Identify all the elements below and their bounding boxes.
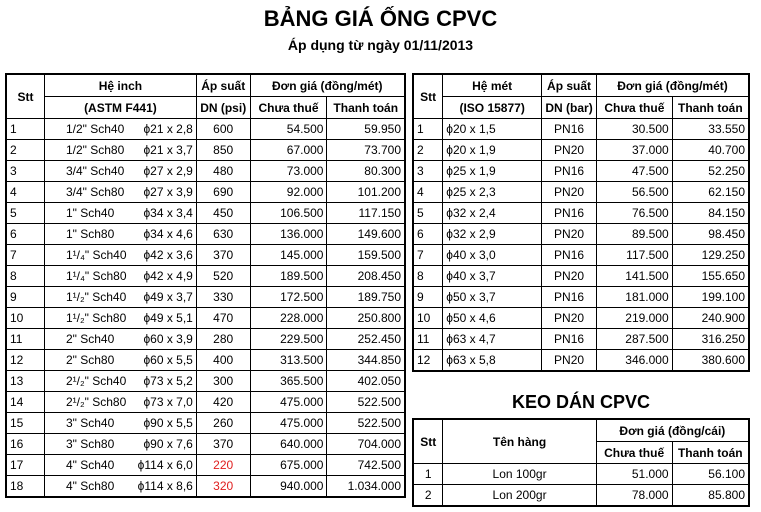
row-stt: 2 <box>413 485 443 507</box>
row-stt: 9 <box>6 287 44 308</box>
row-price-total: 704.000 <box>327 434 405 455</box>
header-astm: (ASTM F441) <box>44 97 196 119</box>
row-stt: 16 <box>6 434 44 455</box>
row-price-total: 189.750 <box>327 287 405 308</box>
row-stt: 18 <box>6 476 44 498</box>
row-pressure: PN20 <box>542 350 597 372</box>
row-price-total: 199.100 <box>672 287 749 308</box>
row-price-total: 252.450 <box>327 329 405 350</box>
row-stt: 12 <box>413 350 443 372</box>
row-stt: 7 <box>413 245 443 266</box>
row-price-total: 101.200 <box>327 182 405 203</box>
row-stt: 13 <box>6 371 44 392</box>
row-price-before-tax: 37.000 <box>597 140 673 161</box>
row-pressure: 520 <box>196 266 250 287</box>
row-price-before-tax: 172.500 <box>250 287 327 308</box>
row-stt: 4 <box>6 182 44 203</box>
row-size-cell <box>44 434 196 455</box>
table-row <box>413 140 749 161</box>
row-price-before-tax: 640.000 <box>250 434 327 455</box>
table-row <box>413 203 749 224</box>
row-price-total: 80.300 <box>327 161 405 182</box>
row-price-total: 73.700 <box>327 140 405 161</box>
row-pressure: PN16 <box>542 245 597 266</box>
row-size-cell <box>44 476 196 498</box>
table-row <box>6 308 405 329</box>
row-price-before-tax: 219.000 <box>597 308 673 329</box>
row-stt: 12 <box>6 350 44 371</box>
row-nominal-size: 2" Sch80 <box>65 353 115 367</box>
row-dimension: ϕ40 x 3,0 <box>443 245 542 266</box>
table-row <box>413 287 749 308</box>
row-price-before-tax: 89.500 <box>597 224 673 245</box>
table-row <box>413 245 749 266</box>
row-pressure: 480 <box>196 161 250 182</box>
row-pressure: 280 <box>196 329 250 350</box>
row-size-cell <box>44 224 196 245</box>
table-row <box>413 266 749 287</box>
row-size-cell <box>44 392 196 413</box>
row-dimension: ϕ60 x 3,9 <box>143 332 193 346</box>
row-size-cell <box>44 119 196 140</box>
row-size-cell <box>44 266 196 287</box>
row-dimension: ϕ40 x 3,7 <box>443 266 542 287</box>
row-stt: 15 <box>6 413 44 434</box>
metric-price-table <box>412 73 750 372</box>
row-price-total: 402.050 <box>327 371 405 392</box>
row-stt: 5 <box>413 203 443 224</box>
row-stt: 14 <box>6 392 44 413</box>
header-thanh-toan: Thanh toán <box>672 97 749 119</box>
row-stt: 2 <box>413 140 443 161</box>
glue-section-title: KEO DÁN CPVC <box>511 392 650 412</box>
row-price-total: 85.800 <box>672 485 749 507</box>
row-pressure: PN16 <box>542 119 597 140</box>
row-pressure: 470 <box>196 308 250 329</box>
row-stt: 10 <box>6 308 44 329</box>
row-price-total: 159.500 <box>327 245 405 266</box>
row-size-cell <box>44 308 196 329</box>
row-dimension: ϕ50 x 3,7 <box>443 287 542 308</box>
row-price-total: 208.450 <box>327 266 405 287</box>
table-row <box>413 182 749 203</box>
row-nominal-size: 1/2" Sch80 <box>65 143 125 157</box>
row-nominal-size: 2¹/₂" Sch80 <box>65 395 127 409</box>
row-price-total: 52.250 <box>672 161 749 182</box>
row-stt: 3 <box>6 161 44 182</box>
row-pressure: 320 <box>196 476 250 498</box>
header-stt: Stt <box>413 74 443 119</box>
row-product-name: Lon 200gr <box>443 485 596 507</box>
row-stt: 8 <box>413 266 443 287</box>
row-dimension: ϕ21 x 2,8 <box>143 122 193 136</box>
row-dimension: ϕ21 x 3,7 <box>143 143 193 157</box>
header-iso: (ISO 15877) <box>443 97 542 119</box>
row-size-cell <box>44 455 196 476</box>
table-row <box>6 413 405 434</box>
table-row <box>413 464 749 485</box>
row-pressure: 370 <box>196 245 250 266</box>
row-price-before-tax: 141.500 <box>597 266 673 287</box>
row-price-total: 522.500 <box>327 413 405 434</box>
table-row <box>6 182 405 203</box>
row-stt: 2 <box>6 140 44 161</box>
row-dimension: ϕ60 x 5,5 <box>143 353 193 367</box>
row-price-before-tax: 365.500 <box>250 371 327 392</box>
row-price-total: 129.250 <box>672 245 749 266</box>
row-size-cell <box>44 371 196 392</box>
row-nominal-size: 3/4" Sch80 <box>65 185 125 199</box>
row-dimension: ϕ34 x 3,4 <box>143 206 193 220</box>
row-price-total: 149.600 <box>327 224 405 245</box>
row-price-total: 98.450 <box>672 224 749 245</box>
row-dimension: ϕ32 x 2,9 <box>443 224 542 245</box>
row-price-before-tax: 940.000 <box>250 476 327 498</box>
header-chua-thue: Chưa thuế <box>596 442 672 464</box>
row-price-before-tax: 181.000 <box>597 287 673 308</box>
row-nominal-size: 3" Sch40 <box>65 416 115 430</box>
row-dimension: ϕ114 x 8,6 <box>137 479 193 493</box>
row-price-total: 117.150 <box>327 203 405 224</box>
row-nominal-size: 1" Sch80 <box>65 227 115 241</box>
row-stt: 11 <box>6 329 44 350</box>
header-thanh-toan: Thanh toán <box>327 97 405 119</box>
header-thanh-toan: Thanh toán <box>672 442 749 464</box>
table-row <box>6 119 405 140</box>
table-row <box>6 287 405 308</box>
row-size-cell <box>44 161 196 182</box>
row-stt: 10 <box>413 308 443 329</box>
row-dimension: ϕ20 x 1,5 <box>443 119 542 140</box>
row-nominal-size: 3" Sch80 <box>65 437 115 451</box>
row-nominal-size: 4" Sch40 <box>65 458 115 472</box>
row-pressure: PN20 <box>542 266 597 287</box>
row-nominal-size: 2¹/₂" Sch40 <box>65 374 127 388</box>
header-ten-hang: Tên hàng <box>443 419 596 464</box>
row-nominal-size: 3/4" Sch40 <box>65 164 125 178</box>
row-pressure: 300 <box>196 371 250 392</box>
glue-price-table <box>412 418 750 507</box>
header-ap-suat: Áp suất <box>196 74 250 97</box>
header-ap-suat: Áp suất <box>542 74 597 97</box>
header-stt: Stt <box>6 74 44 119</box>
row-size-cell <box>44 182 196 203</box>
row-stt: 4 <box>413 182 443 203</box>
header-don-gia: Đơn giá (đồng/mét) <box>597 74 749 97</box>
table-row <box>413 119 749 140</box>
row-price-before-tax: 67.000 <box>250 140 327 161</box>
row-price-before-tax: 30.500 <box>597 119 673 140</box>
row-pressure: 600 <box>196 119 250 140</box>
table-row <box>6 371 405 392</box>
row-nominal-size: 1¹/₂" Sch80 <box>65 311 127 325</box>
row-pressure: PN20 <box>542 140 597 161</box>
table-row <box>6 329 405 350</box>
row-pressure: 400 <box>196 350 250 371</box>
row-pressure: 260 <box>196 413 250 434</box>
row-price-before-tax: 73.000 <box>250 161 327 182</box>
row-pressure: 420 <box>196 392 250 413</box>
row-price-total: 84.150 <box>672 203 749 224</box>
row-price-before-tax: 78.000 <box>596 485 672 507</box>
row-price-before-tax: 51.000 <box>596 464 672 485</box>
table-row <box>6 161 405 182</box>
row-price-before-tax: 145.000 <box>250 245 327 266</box>
table-row <box>6 266 405 287</box>
row-price-before-tax: 313.500 <box>250 350 327 371</box>
row-stt: 11 <box>413 329 443 350</box>
row-dimension: ϕ49 x 5,1 <box>143 311 193 325</box>
row-stt: 6 <box>413 224 443 245</box>
header-dn-psi: DN (psi) <box>196 97 250 119</box>
row-pressure: 630 <box>196 224 250 245</box>
inch-price-table <box>5 73 406 498</box>
row-price-before-tax: 475.000 <box>250 392 327 413</box>
row-dimension: ϕ50 x 4,6 <box>443 308 542 329</box>
header-stt: Stt <box>413 419 443 464</box>
row-stt: 8 <box>6 266 44 287</box>
row-pressure: PN16 <box>542 161 597 182</box>
row-size-cell <box>44 245 196 266</box>
row-stt: 7 <box>6 245 44 266</box>
row-price-before-tax: 47.500 <box>597 161 673 182</box>
header-don-gia: Đơn giá (đồng/cái) <box>596 419 749 442</box>
table-row <box>6 203 405 224</box>
row-price-before-tax: 106.500 <box>250 203 327 224</box>
page-subtitle: Áp dụng từ ngày 01/11/2013 <box>287 37 474 53</box>
row-price-total: 56.100 <box>672 464 749 485</box>
row-price-total: 316.250 <box>672 329 749 350</box>
row-dimension: ϕ25 x 2,3 <box>443 182 542 203</box>
row-price-total: 62.150 <box>672 182 749 203</box>
row-price-before-tax: 136.000 <box>250 224 327 245</box>
table-row <box>6 434 405 455</box>
row-price-before-tax: 229.500 <box>250 329 327 350</box>
table-row <box>6 350 405 371</box>
row-price-before-tax: 228.000 <box>250 308 327 329</box>
header-chua-thue: Chưa thuế <box>597 97 673 119</box>
table-row <box>413 329 749 350</box>
row-price-before-tax: 675.000 <box>250 455 327 476</box>
row-price-total: 59.950 <box>327 119 405 140</box>
row-price-before-tax: 54.500 <box>250 119 327 140</box>
row-dimension: ϕ34 x 4,6 <box>143 227 193 241</box>
page-title: BẢNG GIÁ ỐNG CPVC <box>263 6 498 31</box>
header-chua-thue: Chưa thuế <box>250 97 327 119</box>
header-dn-bar: DN (bar) <box>542 97 597 119</box>
header-he-met: Hệ mét <box>443 74 542 97</box>
table-row <box>6 455 405 476</box>
table-row <box>413 485 749 507</box>
row-stt: 3 <box>413 161 443 182</box>
row-nominal-size: 1" Sch40 <box>65 206 115 220</box>
row-dimension: ϕ20 x 1,9 <box>443 140 542 161</box>
row-price-total: 344.850 <box>327 350 405 371</box>
table-row <box>6 245 405 266</box>
row-nominal-size: 1¹/₄" Sch40 <box>65 248 127 262</box>
row-price-total: 240.900 <box>672 308 749 329</box>
row-pressure: PN20 <box>542 224 597 245</box>
table-row <box>413 161 749 182</box>
row-pressure: 450 <box>196 203 250 224</box>
row-price-before-tax: 346.000 <box>597 350 673 372</box>
row-size-cell <box>44 140 196 161</box>
row-stt: 6 <box>6 224 44 245</box>
row-price-total: 380.600 <box>672 350 749 372</box>
row-dimension: ϕ73 x 7,0 <box>143 395 193 409</box>
row-dimension: ϕ27 x 2,9 <box>143 164 193 178</box>
row-pressure: PN20 <box>542 308 597 329</box>
row-price-total: 40.700 <box>672 140 749 161</box>
row-pressure: PN20 <box>542 182 597 203</box>
row-price-total: 155.650 <box>672 266 749 287</box>
table-row <box>6 392 405 413</box>
table-row <box>6 476 405 498</box>
row-stt: 1 <box>413 464 443 485</box>
row-dimension: ϕ49 x 3,7 <box>143 290 193 304</box>
row-stt: 5 <box>6 203 44 224</box>
row-size-cell <box>44 203 196 224</box>
row-nominal-size: 4" Sch80 <box>65 479 115 493</box>
row-price-total: 1.034.000 <box>327 476 405 498</box>
header-don-gia: Đơn giá (đồng/mét) <box>250 74 405 97</box>
row-dimension: ϕ73 x 5,2 <box>143 374 193 388</box>
row-pressure: PN16 <box>542 287 597 308</box>
row-dimension: ϕ63 x 4,7 <box>443 329 542 350</box>
row-price-before-tax: 475.000 <box>250 413 327 434</box>
row-price-before-tax: 76.500 <box>597 203 673 224</box>
row-pressure: 370 <box>196 434 250 455</box>
row-pressure: 690 <box>196 182 250 203</box>
row-product-name: Lon 100gr <box>443 464 596 485</box>
row-nominal-size: 2" Sch40 <box>65 332 115 346</box>
row-size-cell <box>44 413 196 434</box>
header-he-inch: Hệ inch <box>44 74 196 97</box>
row-price-total: 742.500 <box>327 455 405 476</box>
row-dimension: ϕ63 x 5,8 <box>443 350 542 372</box>
row-price-total: 250.800 <box>327 308 405 329</box>
row-stt: 9 <box>413 287 443 308</box>
row-pressure: 330 <box>196 287 250 308</box>
row-nominal-size: 1/2" Sch40 <box>65 122 125 136</box>
table-row <box>413 308 749 329</box>
row-price-before-tax: 56.500 <box>597 182 673 203</box>
row-price-before-tax: 287.500 <box>597 329 673 350</box>
table-row <box>413 350 749 372</box>
table-row <box>413 224 749 245</box>
row-size-cell <box>44 350 196 371</box>
row-dimension: ϕ90 x 7,6 <box>143 437 193 451</box>
row-pressure: PN16 <box>542 203 597 224</box>
row-price-total: 33.550 <box>672 119 749 140</box>
row-dimension: ϕ114 x 6,0 <box>137 458 193 472</box>
table-row <box>6 224 405 245</box>
row-size-cell <box>44 287 196 308</box>
row-dimension: ϕ27 x 3,9 <box>143 185 193 199</box>
row-dimension: ϕ32 x 2,4 <box>443 203 542 224</box>
row-pressure: 850 <box>196 140 250 161</box>
row-dimension: ϕ90 x 5,5 <box>143 416 193 430</box>
row-dimension: ϕ25 x 1,9 <box>443 161 542 182</box>
row-price-before-tax: 117.500 <box>597 245 673 266</box>
row-price-before-tax: 189.500 <box>250 266 327 287</box>
row-stt: 1 <box>6 119 44 140</box>
row-dimension: ϕ42 x 3,6 <box>143 248 193 262</box>
row-pressure: PN16 <box>542 329 597 350</box>
row-nominal-size: 1¹/₂" Sch40 <box>65 290 127 304</box>
row-nominal-size: 1¹/₄" Sch80 <box>65 269 127 283</box>
row-dimension: ϕ42 x 4,9 <box>143 269 193 283</box>
row-price-total: 522.500 <box>327 392 405 413</box>
row-stt: 17 <box>6 455 44 476</box>
row-size-cell <box>44 329 196 350</box>
table-row <box>6 140 405 161</box>
row-price-before-tax: 92.000 <box>250 182 327 203</box>
row-pressure: 220 <box>196 455 250 476</box>
row-stt: 1 <box>413 119 443 140</box>
